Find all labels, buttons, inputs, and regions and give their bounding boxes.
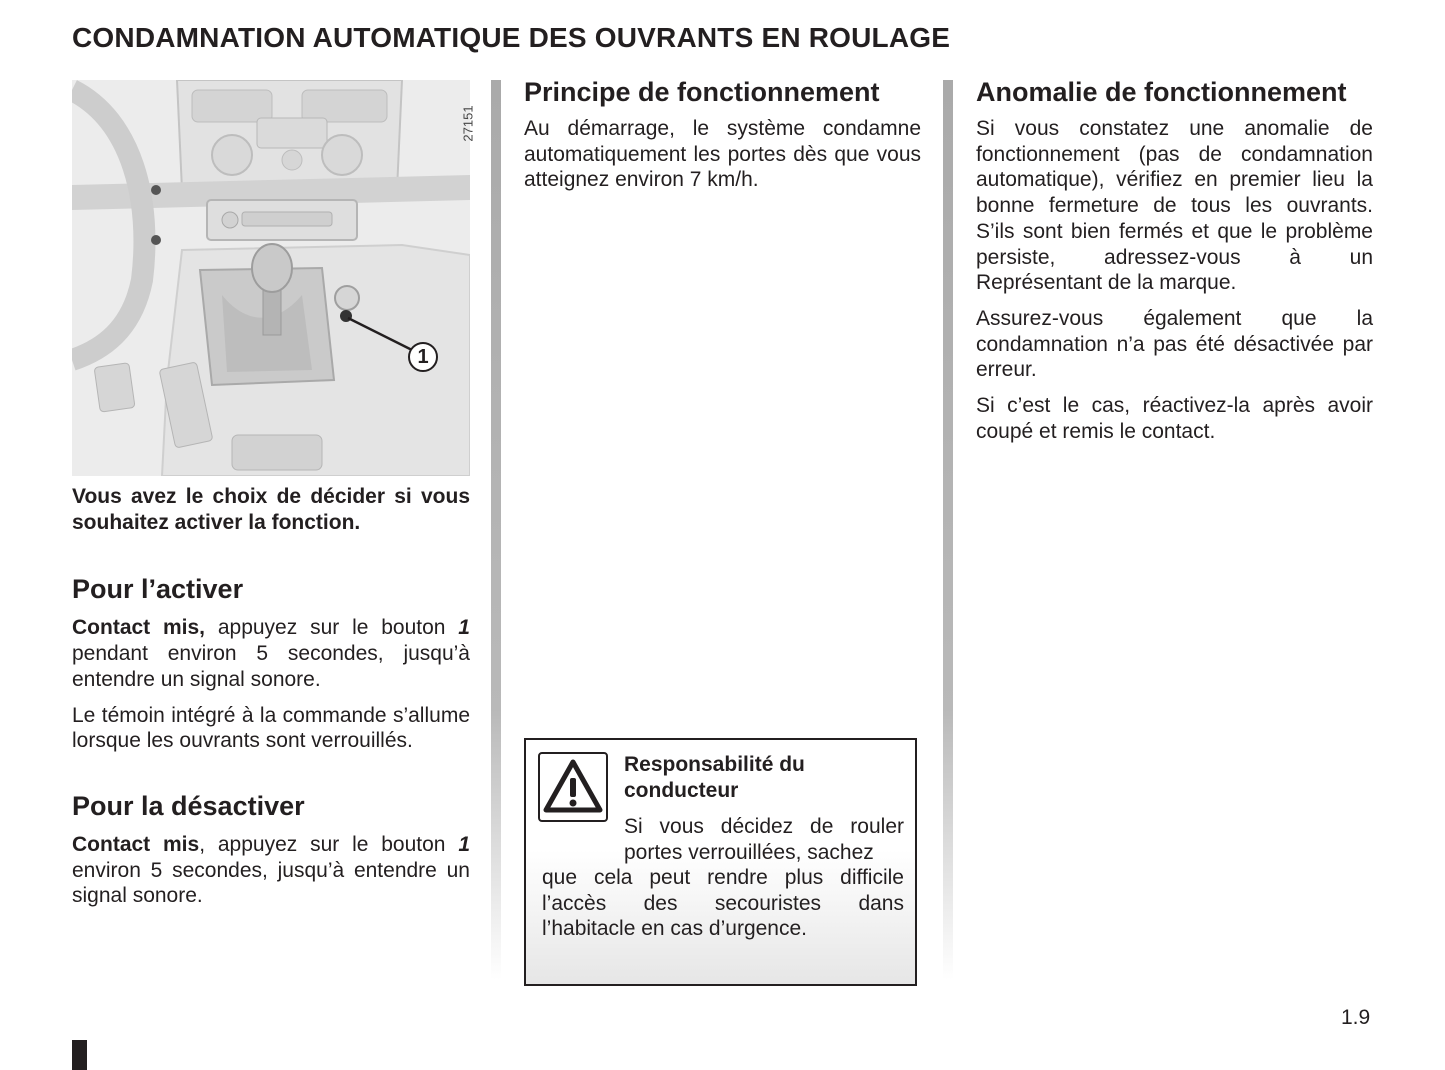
anomaly-paragraph-1: Si vous constatez une anomalie de fonctionnement (pas de condamnation automatique), vérifiez en premier lieu la bonne fermeture de tous les ouvrants. S’ils sont bien fermés et que le problème persiste, adressez-vous à un Représentant de la marque. [976, 117, 1373, 295]
principle-paragraph: Au démarrage, le système condamne automatiquement les portes dès que vous atteignez environ 7 km/h. [524, 117, 921, 192]
intro-text: Vous avez le choix de décider si vous souhaitez activer la fonction. [72, 485, 470, 534]
principle-heading: Principe de fonctionnement [524, 77, 880, 107]
activate-paragraph: Contact mis, appuyez sur le bouton 1 pendant environ 5 secondes, jusqu’à entendre un signal sonore. [72, 616, 470, 691]
column-separator-2 [943, 80, 953, 980]
dashboard-drawing [72, 80, 470, 476]
left-column [72, 484, 470, 919]
warning-box [524, 738, 917, 986]
anomaly-paragraph-2: Assurez-vous également que la condamnation n’a pas été désactivée par erreur. [976, 306, 1373, 382]
deactivate-heading: Pour la désactiver [72, 790, 305, 821]
warning-text-top: Si vous décidez de rouler portes verrouillées, sachez [624, 815, 904, 864]
dashboard-illustration [72, 80, 470, 476]
warning-title: Responsabilité du conducteur [624, 753, 805, 802]
column-separator-1 [491, 80, 501, 980]
page-number: 1.9 [1341, 1006, 1371, 1029]
right-column [976, 76, 1373, 454]
indicator-paragraph: Le témoin intégré à la commande s’allume lorsque les ouvrants sont verrouillés. [72, 703, 470, 753]
page-title: CONDAMNATION AUTOMATIQUE DES OUVRANTS EN ROULAGE [72, 22, 951, 53]
page-edge-marker [72, 1040, 87, 1070]
warning-triangle-icon [538, 752, 608, 822]
anomaly-heading: Anomalie de fonctionnement [976, 77, 1347, 107]
figure-reference-number: 27151 [460, 105, 476, 142]
warning-text-bottom: que cela peut rendre plus difficile l’accès des secouristes dans l’habitacle en cas d’urgence. [542, 866, 904, 941]
deactivate-paragraph: Contact mis, appuyez sur le bouton 1 environ 5 secondes, jusqu’à entendre un signal sonore. [72, 832, 470, 908]
middle-column [524, 76, 921, 203]
callout-1: 1 [408, 342, 438, 372]
activate-heading: Pour l’activer [72, 574, 244, 605]
anomaly-paragraph-3: Si c’est le cas, réactivez-la après avoir coupé et remis le contact. [976, 394, 1373, 443]
